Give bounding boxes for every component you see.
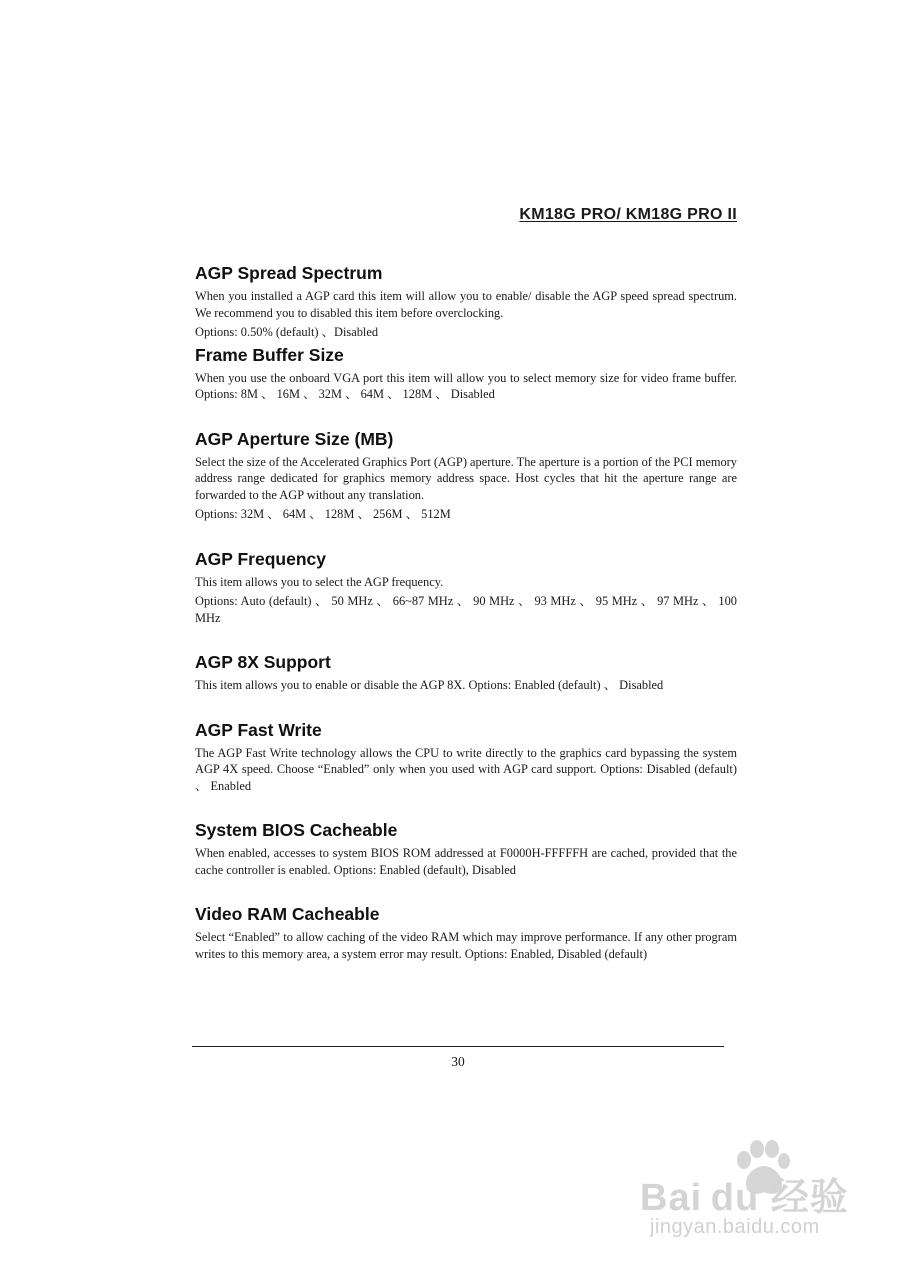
section-heading: AGP 8X Support <box>195 652 331 672</box>
page-header-title: KM18G PRO/ KM18G PRO II <box>519 206 737 223</box>
section-agp-fast-write <box>195 719 737 795</box>
section-agp-aperture-size <box>195 428 737 523</box>
section-paragraph: This item allows you to enable or disable the AGP 8X. Options: Enabled (default) 、 Disabled <box>195 678 664 692</box>
section-options: Options: 0.50% (default) 、Disabled <box>195 325 379 339</box>
section-heading: AGP Fast Write <box>195 719 322 740</box>
section-options: Options: Auto (default) 、 50 MHz 、 66~87 MHz 、 90 MHz 、 93 MHz 、 95 MHz 、 97 MHz 、 100 MHz <box>195 594 737 625</box>
page-number: 30 <box>451 1054 465 1069</box>
section-heading: Video RAM Cacheable <box>195 904 380 924</box>
section-paragraph: The AGP Fast Write technology allows the CPU to write directly to the graphics card bypassing the system AGP 4X speed. Choose “Enabled” only when you used with AGP card support. Options: Disabled (default) 、 Enabled <box>195 745 737 793</box>
section-paragraph: Select “Enabled” to allow caching of the video RAM which may improve performance. If any other program writes to this memory area, a system error may result. Options: Enabled, Disabled (default) <box>195 930 737 961</box>
section-frame-buffer-size <box>195 344 737 403</box>
section-paragraph: When enabled, accesses to system BIOS ROM addressed at F0000H-FFFFFH are cached, provided that the cache controller is enabled. Options: Enabled (default), Disabled <box>195 846 737 877</box>
section-heading: AGP Spread Spectrum <box>195 263 383 283</box>
section-heading: Frame Buffer Size <box>195 344 344 365</box>
section-paragraph: This item allows you to select the AGP frequency. <box>195 574 444 589</box>
watermark-brand: Bai du 经验 <box>640 1177 849 1219</box>
watermark <box>640 1140 870 1250</box>
section-agp-8x-support <box>195 651 737 694</box>
section-heading: AGP Frequency <box>195 548 326 569</box>
section-heading: AGP Aperture Size (MB) <box>195 428 394 449</box>
document-body <box>195 262 737 965</box>
section-agp-frequency <box>195 548 737 627</box>
section-paragraph: When you use the onboard VGA port this item will allow you to select memory size for video frame buffer. Options: 8M 、 16M 、 32M 、 64M 、 128M 、 Disabled <box>195 370 737 401</box>
section-options: Options: 32M 、 64M 、 128M 、 256M 、 512M <box>195 507 451 521</box>
section-heading: System BIOS Cacheable <box>195 820 398 840</box>
footer-divider <box>192 1046 724 1047</box>
section-paragraph: Select the size of the Accelerated Graphics Port (AGP) aperture. The aperture is a portion of the PCI memory address range dedicated for graphics memory address space. Host cycles that hit the aperture range are forwarded to the AGP without any translation. <box>195 454 737 502</box>
section-video-ram-cacheable <box>195 903 737 962</box>
watermark-url: jingyan.baidu.com <box>650 1216 820 1238</box>
section-agp-spread-spectrum <box>195 262 737 341</box>
section-paragraph: When you installed a AGP card this item will allow you to enable/ disable the AGP speed spread spectrum. We recommend you to disabled this item before overclocking. <box>195 289 737 320</box>
section-system-bios-cacheable <box>195 819 737 878</box>
